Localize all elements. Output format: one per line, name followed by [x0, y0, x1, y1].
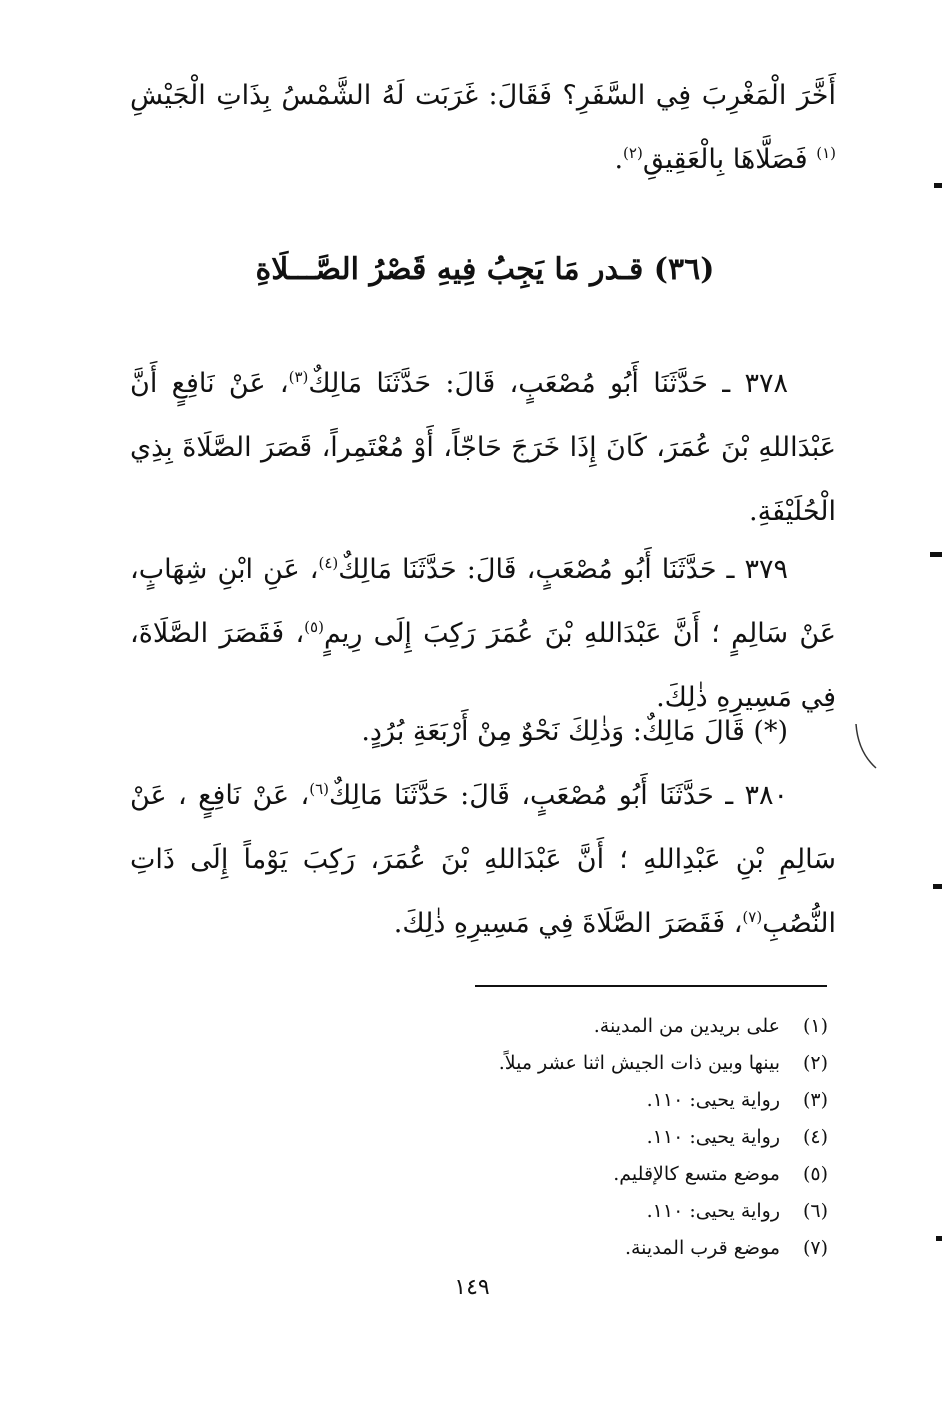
paragraph-text: (*) قَالَ مَالِكٌ: وَذٰلِكَ نَحْوٌ مِنْ أَرْبَعَةِ بُرُدٍ. [361, 716, 788, 747]
footnote-ref: (٢) [623, 144, 643, 162]
footnote-item [380, 1230, 828, 1267]
malik-note [130, 700, 836, 764]
footnote-text: بينها وبين ذات الجيش اثنا عشر ميلاً. [498, 1052, 780, 1074]
paragraph-text: ، عَنِ ابْنِ شِهَابٍ، عَنْ سَالِمٍ ؛ أَنَّ عَبْدَاللهِ بْنَ عُمَرَ رَكِبَ إِلَى رِيمٍ [130, 554, 836, 649]
chapter-heading: (٣٦) قـدر مَا يَجِبُ فِيهِ قَصْرُ الصَّـــلَاةِ [255, 252, 715, 287]
footnotes [380, 1008, 828, 1267]
paragraph-text: ٣٧٩ ـ حَدَّثَنَا أَبُو مُصْعَبٍ، قَالَ: حَدَّثَنَا مَالِكٌ [338, 554, 788, 585]
footnote-text: رواية يحيى: ١١٠. [646, 1200, 780, 1222]
footnote-ref: (٦) [309, 780, 329, 798]
footnote-text: على بريدين من المدينة. [593, 1015, 780, 1037]
footnote-item [380, 1193, 828, 1230]
footnote-text: رواية يحيى: ١١٠. [646, 1089, 780, 1111]
scan-edge-mark [933, 884, 942, 889]
footnote-number: (١) [802, 1015, 828, 1037]
footnote-ref: (١) [816, 144, 836, 162]
paragraph-text: ، عَنْ نَافِعٍ أَنَّ عَبْدَاللهِ بْنَ عُمَرَ، كَانَ إِذَا خَرَجَ حَاجّاً، أَوْ مُعْتَمِراً، قَصَرَ الصَّلَاةَ بِذِي الْحُلَيْفَةِ. [130, 368, 836, 527]
scan-artifact-stroke [852, 722, 882, 772]
scan-edge-mark [934, 183, 942, 188]
paragraph-text: ٣٧٨ ـ حَدَّثَنَا أَبُو مُصْعَبٍ، قَالَ: حَدَّثَنَا مَالِكٌ [308, 368, 788, 399]
footnote-separator [475, 985, 827, 987]
page-number: ١٤٩ [454, 1275, 490, 1300]
footnote-ref: (٥) [304, 618, 324, 636]
paragraph-text: ، فَقَصَرَ الصَّلَاةَ، فِي مَسِيرِهِ ذٰلِكَ. [130, 618, 836, 713]
footnote-item [380, 1119, 828, 1156]
paragraph-text: ، عَنْ نَافِعٍ ، عَنْ سَالِمِ بْنِ عَبْدِاللهِ ؛ أَنَّ عَبْدَاللهِ بْنَ عُمَرَ، رَكِبَ يَوْماً إِلَى ذَاتِ النُّصُبِ [130, 780, 836, 939]
footnote-ref: (٧) [742, 908, 763, 926]
paragraph-continuation [130, 64, 836, 192]
paragraph-text: فَصَلَّاهَا بِالْعَقِيقِ [642, 144, 808, 175]
footnote-item [380, 1082, 828, 1119]
footnote-ref: (٤) [318, 554, 339, 572]
hadith-378 [130, 352, 836, 544]
footnote-ref: (٣) [288, 368, 309, 386]
footnote-number: (٤) [802, 1126, 828, 1148]
footnote-item [380, 1156, 828, 1193]
footnote-text: موضع قرب المدينة. [624, 1237, 780, 1259]
footnote-text: رواية يحيى: ١١٠. [646, 1126, 780, 1148]
footnote-item [380, 1008, 828, 1045]
hadith-380 [130, 764, 836, 956]
paragraph-text: أَخَّرَ الْمَغْرِبَ فِي السَّفَرِ؟ فَقَالَ: غَرَبَت لَهُ الشَّمْسُ بِذَاتِ الْجَيْشِ [130, 80, 836, 111]
footnote-number: (٢) [802, 1052, 828, 1074]
footnote-number: (٧) [802, 1237, 828, 1259]
scan-edge-mark [936, 1236, 942, 1241]
footnote-item [380, 1045, 828, 1082]
footnote-text: موضع متسع كالإقليم. [613, 1163, 780, 1185]
footnote-number: (٥) [802, 1163, 828, 1185]
scan-edge-mark [930, 552, 942, 557]
footnote-number: (٣) [802, 1089, 828, 1111]
paragraph-text: ٣٨٠ ـ حَدَّثَنَا أَبُو مُصْعَبٍ، قَالَ: حَدَّثَنَا مَالِكٌ [328, 780, 789, 811]
paragraph-text: ، فَقَصَرَ الصَّلَاةَ فِي مَسِيرِهِ ذٰلِكَ. [393, 908, 743, 939]
paragraph-text: . [614, 144, 624, 175]
footnote-number: (٦) [802, 1200, 828, 1222]
